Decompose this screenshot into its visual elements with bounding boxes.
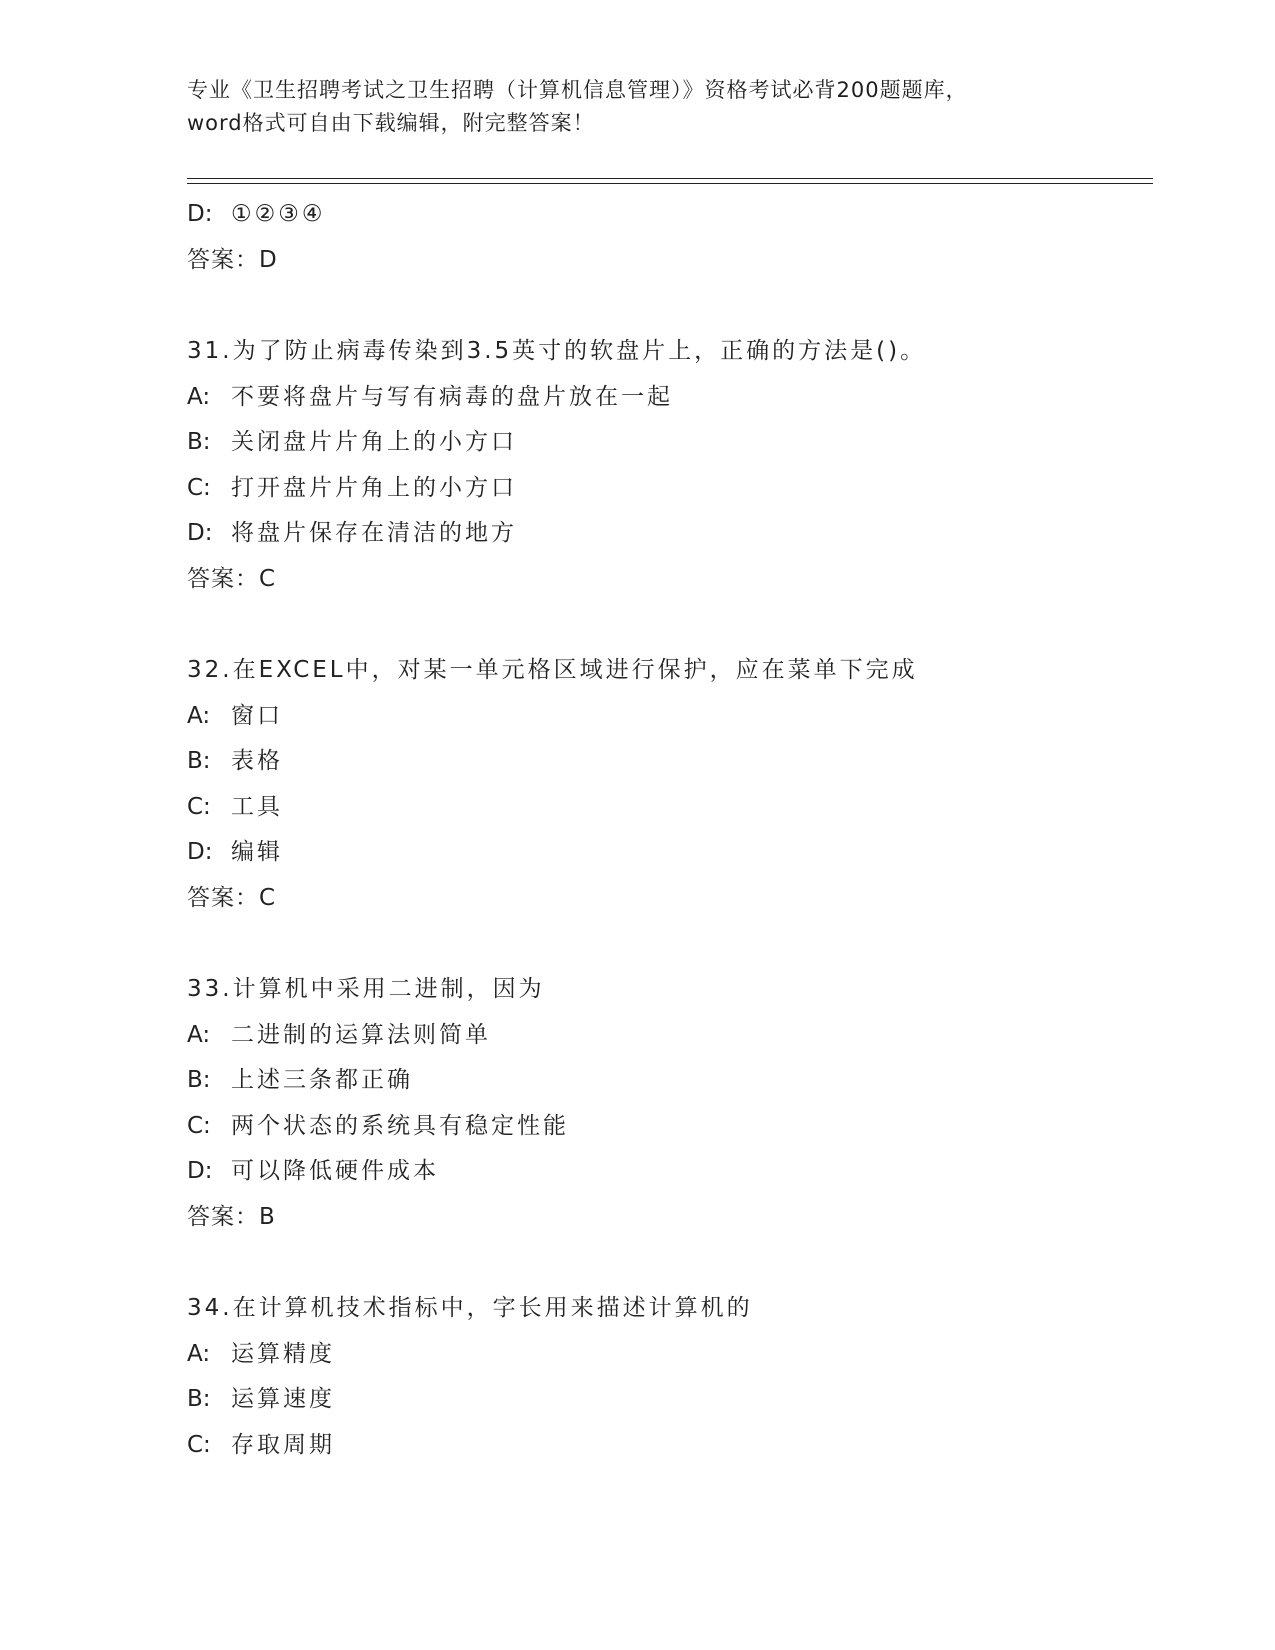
- spacer: [187, 921, 1147, 967]
- option-label: B:: [187, 1386, 211, 1412]
- spacer: [187, 1240, 1147, 1286]
- prev-answer: 答案：D: [187, 246, 278, 273]
- header-divider-top: [187, 178, 1153, 179]
- option-b: [187, 1377, 1147, 1423]
- option-label: D:: [187, 520, 213, 546]
- question-list: [187, 192, 1147, 1468]
- option-b: [187, 1058, 1147, 1104]
- option-text: 工具: [231, 793, 283, 820]
- option-d: [187, 1149, 1147, 1195]
- option-text: 窗口: [231, 702, 283, 729]
- option-text: 关闭盘片片角上的小方口: [231, 429, 517, 455]
- option-a: [187, 1332, 1147, 1378]
- option-text: 上述三条都正确: [231, 1067, 413, 1093]
- option-text: 表格: [231, 748, 283, 774]
- option-c: [187, 1423, 1147, 1469]
- option-text: ①②③④: [231, 201, 326, 227]
- prev-option-d: [187, 192, 1147, 238]
- option-c: [187, 785, 1147, 831]
- option-text: 打开盘片片角上的小方口: [231, 474, 517, 501]
- option-a: [187, 694, 1147, 740]
- option-text: 存取周期: [231, 1431, 335, 1458]
- option-d: [187, 830, 1147, 876]
- option-label: A:: [187, 1021, 211, 1048]
- header-line-2: word格式可自由下载编辑，附完整答案！: [187, 111, 595, 135]
- spacer: [187, 283, 1147, 329]
- spacer: [187, 602, 1147, 648]
- option-label: B:: [187, 1067, 211, 1093]
- option-a: [187, 1013, 1147, 1059]
- option-text: 将盘片保存在清洁的地方: [231, 520, 517, 546]
- option-label: D:: [187, 1158, 213, 1184]
- answer: 答案：C: [187, 884, 277, 911]
- option-label: C:: [187, 1112, 211, 1139]
- option-c: [187, 466, 1147, 512]
- option-text: 运算速度: [231, 1386, 335, 1412]
- option-label: C:: [187, 474, 211, 501]
- option-text: 可以降低硬件成本: [231, 1158, 439, 1184]
- document-header: [187, 74, 1087, 140]
- option-text: 运算精度: [231, 1340, 335, 1367]
- question-title: 33.计算机中采用二进制，因为: [187, 976, 545, 1002]
- option-label: A:: [187, 383, 211, 410]
- option-label: A:: [187, 702, 211, 729]
- question-title: 31.为了防止病毒传染到3.5英寸的软盘片上，正确的方法是()。: [187, 338, 927, 364]
- option-label: D:: [187, 201, 213, 227]
- option-b: [187, 739, 1147, 785]
- header-divider-bottom: [187, 183, 1153, 184]
- option-d: [187, 511, 1147, 557]
- option-text: 不要将盘片与写有病毒的盘片放在一起: [231, 383, 673, 410]
- option-label: D:: [187, 839, 213, 865]
- option-b: [187, 420, 1147, 466]
- option-label: C:: [187, 1431, 211, 1458]
- header-line-1: 专业《卫生招聘考试之卫生招聘（计算机信息管理）》资格考试必背200题题库，: [187, 78, 968, 102]
- question-title: 32.在EXCEL中，对某一单元格区域进行保护，应在菜单下完成: [187, 657, 918, 683]
- option-c: [187, 1104, 1147, 1150]
- option-a: [187, 375, 1147, 421]
- question-title: 34.在计算机技术指标中，字长用来描述计算机的: [187, 1295, 753, 1321]
- option-text: 两个状态的系统具有稳定性能: [231, 1112, 569, 1139]
- option-label: B:: [187, 429, 211, 455]
- option-label: A:: [187, 1340, 211, 1367]
- option-text: 编辑: [231, 839, 283, 865]
- answer: 答案：B: [187, 1203, 276, 1230]
- answer: 答案：C: [187, 565, 277, 592]
- option-text: 二进制的运算法则简单: [231, 1021, 491, 1048]
- option-label: C:: [187, 793, 211, 820]
- option-label: B:: [187, 748, 211, 774]
